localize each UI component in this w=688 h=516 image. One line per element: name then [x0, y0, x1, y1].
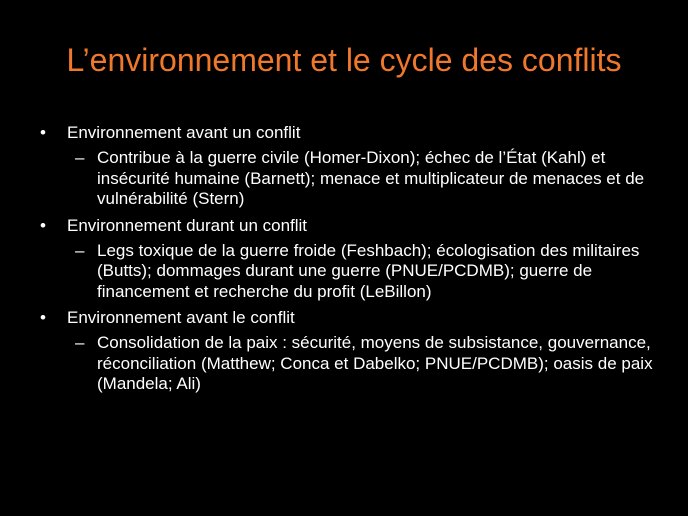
bullet-item: [36, 215, 656, 237]
slide-title: L’environnement et le cycle des conflits: [66, 42, 622, 78]
sub-bullet-item: [36, 241, 656, 303]
sub-bullet-item: [36, 333, 656, 395]
bullet-text: Environnement durant un conflit: [67, 215, 308, 235]
sub-bullet-marker: –: [75, 240, 85, 260]
sub-bullet-item: [36, 148, 656, 210]
sub-bullet-marker: –: [75, 333, 85, 352]
bullet-marker: •: [40, 215, 46, 235]
bullet-text: Environnement avant un conflit: [67, 123, 301, 142]
sub-bullet-text: Consolidation de la paix : sécurité, moyens de subsistance, gouvernance, réconciliation (Matthew; Conca et Dabelko; PNUE/PCDMB); oasis de paix (Mandela; Ali): [97, 333, 653, 393]
slide-content: [36, 122, 656, 400]
sub-bullet-marker: –: [75, 148, 85, 167]
bullet-marker: •: [40, 308, 46, 327]
bullet-item: [36, 307, 656, 329]
sub-bullet-text: Legs toxique de la guerre froide (Feshbach); écologisation des militaires (Butts); dommages durant une guerre (PNUE/PCDMB); guerre de financement et recherche du profit (LeBillon): [97, 240, 640, 301]
bullet-text: Environnement avant le conflit: [67, 308, 295, 327]
sub-bullet-text: Contribue à la guerre civile (Homer-Dixon); échec de l’État (Kahl) et insécurité humaine (Barnett); menace et multiplicateur de menaces et de vulnérabilité (Stern): [97, 148, 645, 208]
bullet-marker: •: [40, 123, 46, 142]
bullet-item: [36, 122, 656, 144]
